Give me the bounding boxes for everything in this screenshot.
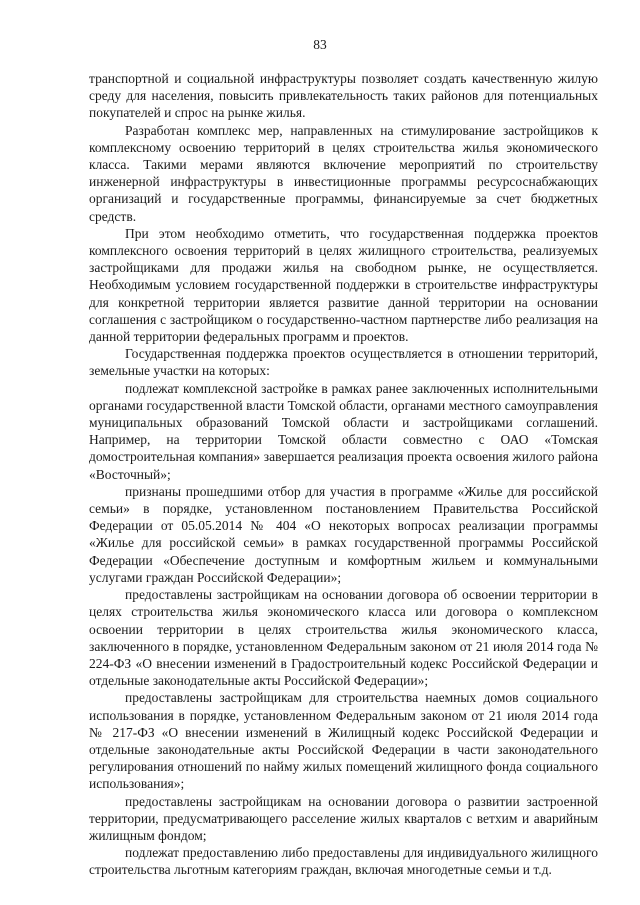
- list-item-paragraph: подлежат комплексной застройке в рамках ранее заключенных исполнительными органами государственной власти Томской области, органами местного самоуправления муниципальных образований Томской области и застройщиками соглашений. Например, на территории Томской области совместно с ОАО «Томская домостроительная компания» завершается реализация проекта освоения жилого района «Восточный»;: [89, 380, 598, 482]
- page-number: 83: [313, 37, 327, 52]
- document-body: [89, 70, 598, 879]
- paragraph-continuation: транспортной и социальной инфраструктуры позволяет создать качественную жилую среду для населения, повысить привлекательность таких районов для потенциальных покупателей и спрос на рынке жилья.: [89, 71, 598, 121]
- list-item-paragraph: предоставлены застройщикам для строительства наемных домов социального использования в порядке, установленном Федеральным законом от 21 июля 2014 года № 217-ФЗ «О внесении изменений в Жилищный кодекс Российской Федерации и отдельные законодательные акты Российской Федерации в части законодательного регулирования отношений по найму жилых помещений жилищного фонда социального использования»;: [89, 690, 598, 792]
- list-item-paragraph: признаны прошедшими отбор для участия в программе «Жилье для российской семьи» в порядке, установленном постановлением Правительства Российской Федерации от 05.05.2014 № 404 «О некоторых вопросах реализации программы «Жилье для российской семьи» в рамках государственной программы Российской Федерации «Обеспечение доступным и комфортным жильем и коммунальными услугами граждан Российской Федерации»;: [89, 483, 598, 585]
- paragraph: Государственная поддержка проектов осуществляется в отношении территорий, земельные участки на которых:: [89, 346, 598, 379]
- list-item-paragraph: подлежат предоставлению либо предоставлены для индивидуального жилищного строительства льготным категориям граждан, включая многодетные семьи и т.д.: [89, 845, 598, 878]
- list-item-paragraph: предоставлены застройщикам на основании договора о развитии застроенной территории, предусматривающего расселение жилых кварталов с ветхим и аварийным жилищным фондом;: [89, 793, 598, 843]
- paragraph: Разработан комплекс мер, направленных на стимулирование застройщиков к комплексному освоению территорий в целях строительства жилья экономического класса. Такими мерами являются включение мероприятий по строительству инженерной инфраструктуры в инвестиционные программы ресурсоснабжающих организаций и государственные программы, финансируемые за счет бюджетных средств.: [89, 122, 598, 224]
- list-item-paragraph: предоставлены застройщикам на основании договора об освоении территории в целях строительства жилья экономического класса или договора о комплексном освоении территории в целях строительства жилья экономического класса, заключенного в порядке, установленном Федеральным законом от 21 июля 2014 года № 224-ФЗ «О внесении изменений в Градостроительный кодекс Российской Федерации и отдельные законодательные акты Российской Федерации»;: [89, 587, 598, 689]
- paragraph: При этом необходимо отметить, что государственная поддержка проектов комплексного освоения территорий в целях жилищного строительства, реализуемых застройщиками для продажи жилья на свободном рынке, не осуществляется. Необходимым условием государственной поддержки в строительстве инфраструктуры для конкретной территории является развитие данной территории на основании соглашения с застройщиком о государственно-частном партнерстве либо реализация на данной территории федеральных программ и проектов.: [89, 225, 598, 345]
